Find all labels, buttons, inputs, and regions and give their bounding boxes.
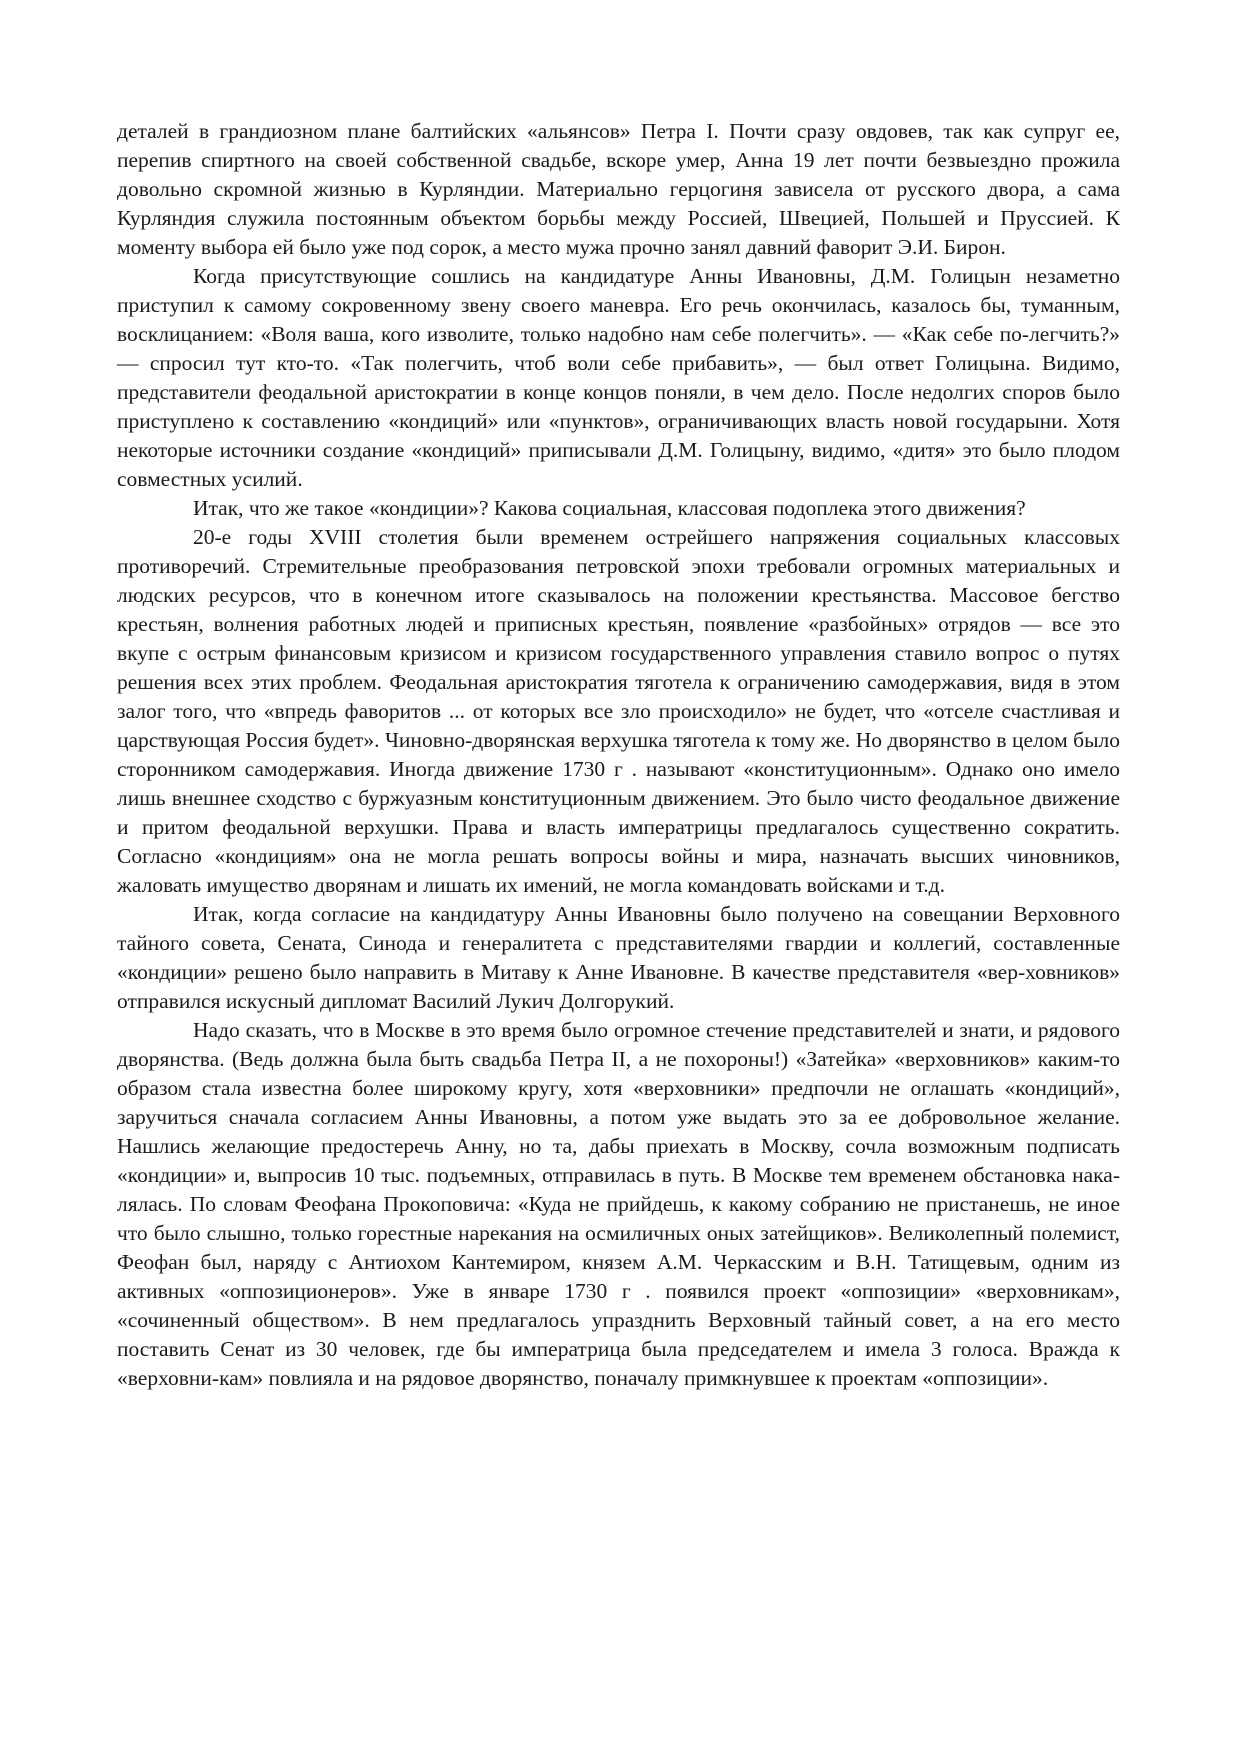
paragraph: Итак, что же такое «кондиции»? Какова социальная, классовая подоплека этого движения? <box>193 496 1026 520</box>
paragraph: Надо сказать, что в Москве в это время было огромное стечение представителей и знати, и рядового дворянства. (Ведь должна была быть свадьба Петра II, а не похороны!) «Затейка» «верховников» каким-то образом стала известна более широкому кругу, хотя «верховники» предпочли не оглашать «кондиций», заручиться сначала согласием Анны Ивановны, а потом уже выдать это за ее добровольное желание. Нашлись желающие предостеречь Анну, но та, дабы приехать в Москву, сочла возможным подписать «кондиции» и, выпросив 10 тыс. подъемных, отправилась в путь. В Москве тем временем обстановка накалялась. По словам Феофана Прокоповича: «Куда не прийдешь, к какому собранию не пристанешь, не иное что было слышно, только горестные нарекания на осмиличных оных затейщиков». Великолепный полемист, Феофан был, наряду с Антиохом Кантемиром, князем А.М. Черкасским и В.Н. Татищевым, одним из активных «оппозиционеров». Уже в январе 1730 г . появился проект «оппозиции» «верховникам», «сочиненный обществом». В нем предлагалось упразднить Верховный тайный совет, а на его место поставить Сенат из 30 человек, где бы императрица была председателем и имела 3 голоса. Вражда к «верховни-кам» повлияла и на рядовое дворянство, поначалу примкнувшее к проектам «оппозиции». <box>117 1018 1120 1390</box>
paragraph: деталей в грандиозном плане балтийских «альянсов» Петра I. Почти сразу овдовев, так как супруг ее, перепив спиртного на своей собственной свадьбе, вскоре умер, Анна 19 лет почти безвыездно прожила довольно скромной жизнью в Курляндии. Материально герцогиня зависела от русского двора, а сама Курляндия служила постоянным объектом борьбы между Россией, Швецией, Польшей и Пруссией. К моменту выбора ей было уже под сорок, а место мужа прочно занял давний фаворит Э.И. Бирон. <box>117 119 1120 259</box>
paragraph: Итак, когда согласие на кандидатуру Анны Ивановны было получено на совещании Верховного тайного совета, Сената, Синода и генералитета с представителями гвардии и коллегий, составленные «кондиции» решено было направить в Митаву к Анне Ивановне. В качестве представителя «вер-ховников» отправился искусный дипломат Василий Лукич Долгорукий. <box>117 902 1120 1013</box>
paragraph: Когда присутствующие сошлись на кандидатуре Анны Ивановны, Д.М. Голицын незаметно приступил к самому сокровенному звену своего маневра. Его речь окончилась, казалось бы, туманным, восклицанием: «Воля ваша, кого изволите, только надобно нам себе полегчить». — «Как себе по-легчить?» — спросил тут кто-то. «Так полегчить, чтоб воли себе прибавить», — был ответ Голицына. Видимо, представители феодальной аристократии в конце концов поняли, в чем дело. После недолгих споров было приступлено к составлению «кондиций» или «пунктов», ограничивающих власть новой государыни. Хотя некоторые источники создание «кондиций» приписывали Д.М. Голицыну, видимо, «дитя» это было плодом совместных усилий. <box>117 264 1120 491</box>
document-page <box>117 117 1120 1393</box>
paragraph: 20-е годы XVIII столетия были временем острейшего напряжения социальных классовых противоречий. Стремительные преобразования петровской эпохи требовали огромных материальных и людских ресурсов, что в конечном итоге сказывалось на положении крестьянства. Массовое бегство крестьян, волнения работных людей и приписных крестьян, появление «разбойных» отрядов — все это вкупе с острым финансовым кризисом и кризисом государственного управления ставило вопрос о путях решения всех этих проблем. Феодальная аристократия тяготела к ограничению самодержавия, видя в этом залог того, что «впредь фаворитов ... от которых все зло происходило» не будет, что «отселе счастливая и царствующая Россия будет». Чиновно-дворянская верхушка тяготела к тому же. Но дворянство в целом было сторонником самодержавия. Иногда движение 1730 г . называют «конституционным». Однако оно имело лишь внешнее сходство с буржуазным конституционным движением. Это было чисто феодальное движение и притом феодальной верхушки. Права и власть императрицы предлагалось существенно сократить. Согласно «кондициям» она не могла решать вопросы войны и мира, назначать высших чиновников, жаловать имущество дворянам и лишать их имений, не могла командовать войсками и т.д. <box>117 525 1120 897</box>
